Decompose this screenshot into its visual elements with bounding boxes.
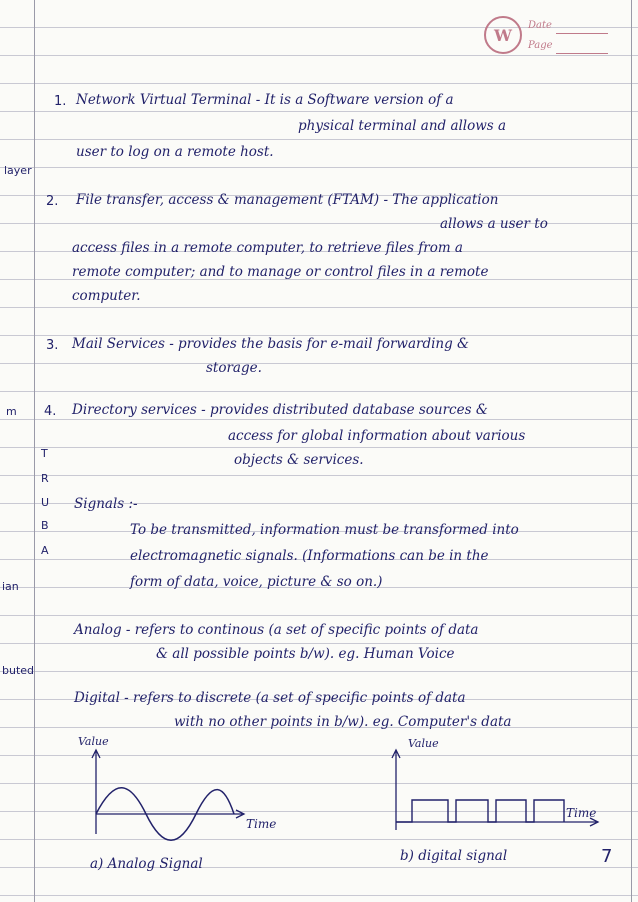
page-label: Page [528, 40, 553, 51]
signals-heading: Signals :- [74, 496, 138, 512]
item-number: 1. [54, 94, 67, 109]
notebook-logo: W [484, 16, 522, 54]
item-line: storage. [206, 360, 262, 376]
margin-note: B [41, 519, 49, 532]
digital-line: with no other points in b/w). eg. Computer's data [174, 714, 512, 730]
item-line: remote computer; and to manage or control files in a remote [72, 264, 489, 280]
margin-line-right [631, 0, 632, 902]
analog-graph [74, 734, 324, 844]
item-line: Mail Services - provides the basis for e-mail forwarding & [72, 336, 470, 352]
page-line [556, 53, 608, 54]
date-label: Date [528, 20, 552, 31]
margin-note: T [41, 447, 48, 460]
item-number: 2. [46, 194, 59, 209]
item-line: physical terminal and allows a [298, 118, 507, 134]
digital-caption: b) digital signal [400, 848, 508, 864]
item-line: user to log on a remote host. [76, 144, 274, 160]
analog-y-label: Value [78, 735, 109, 748]
item-line: access files in a remote computer, to retrieve files from a [72, 240, 463, 256]
margin-note: U [41, 496, 50, 509]
digital-x-label: Time [566, 806, 597, 820]
item-number: 3. [46, 338, 59, 353]
item-line: File transfer, access & management (FTAM) - The application [76, 192, 499, 208]
margin-line-left [34, 0, 35, 902]
digital-y-label: Value [408, 737, 439, 750]
analog-line: & all possible points b/w). eg. Human Voice [156, 646, 455, 662]
margin-note: m [6, 405, 17, 418]
signals-line: To be transmitted, information must be transformed into [130, 522, 519, 538]
item-line: access for global information about various [228, 428, 526, 444]
item-line: Network Virtual Terminal - It is a Software version of a [76, 92, 454, 108]
analog-x-label: Time [246, 817, 277, 831]
item-line: Directory services - provides distributed database sources & [72, 402, 488, 418]
item-number: 4. [44, 404, 57, 419]
margin-note: buted [2, 664, 35, 677]
margin-note: R [41, 472, 49, 485]
analog-line: Analog - refers to continous (a set of specific points of data [74, 622, 479, 638]
signals-line: form of data, voice, picture & so on.) [130, 574, 383, 590]
item-line: objects & services. [234, 452, 364, 468]
margin-note: layer [4, 164, 32, 177]
date-line [556, 33, 608, 34]
analog-caption: a) Analog Signal [90, 856, 203, 872]
margin-note: ian [2, 580, 19, 593]
margin-note: A [41, 544, 49, 557]
digital-line: Digital - refers to discrete (a set of specific points of data [74, 690, 466, 706]
page-number: 7 [601, 846, 613, 867]
digital-graph [388, 740, 610, 840]
item-line: computer. [72, 288, 141, 304]
item-line: allows a user to [440, 216, 548, 232]
signals-line: electromagnetic signals. (Informations can be in the [130, 548, 489, 564]
